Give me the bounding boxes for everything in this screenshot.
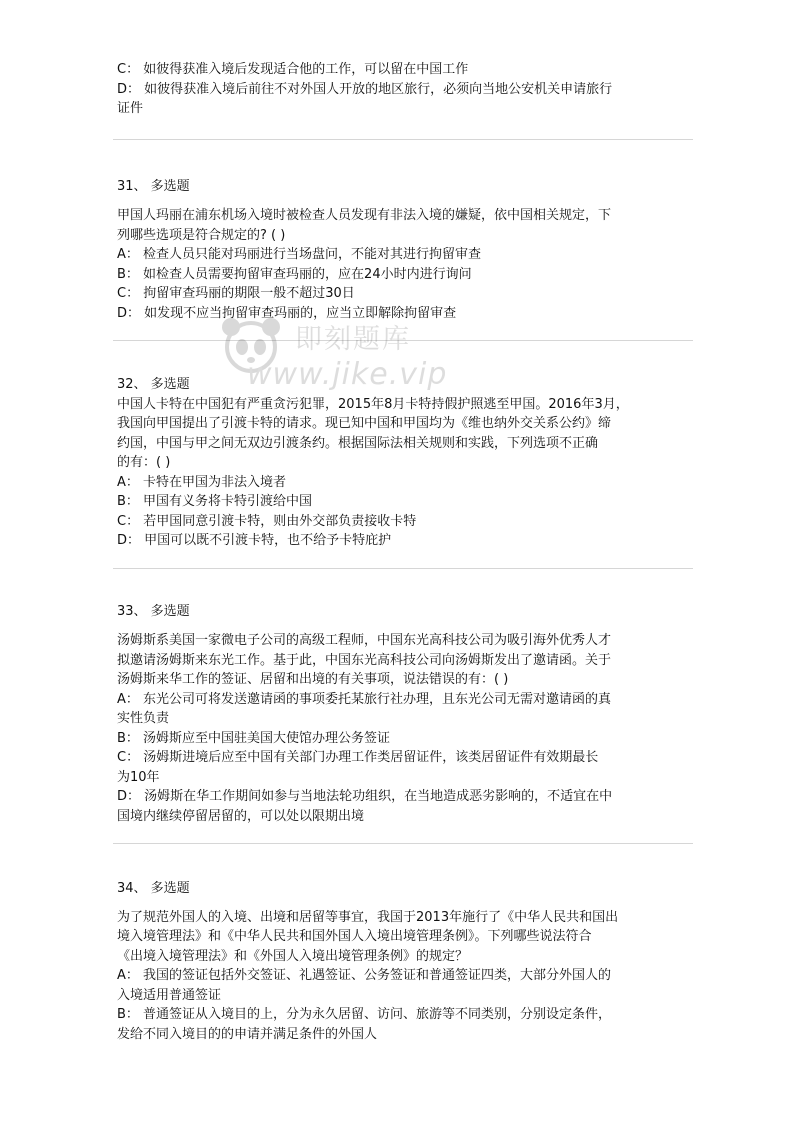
watermark-brand: 即刻题库 <box>295 324 411 355</box>
option-a: A： 我国的签证包括外交签证、礼遇签证、公务签证和普通签证四类，大部分外国人的 <box>117 968 612 983</box>
document-page <box>117 60 685 1044</box>
option-b-cont: 发给不同入境目的的申请并满足条件的外国人 <box>117 1026 378 1042</box>
option-d: D： 甲国可以既不引渡卡特，也不给予卡特庇护 <box>117 533 392 548</box>
question-header: 31、 多选题 <box>117 178 190 194</box>
question-header: 34、 多选题 <box>117 881 190 896</box>
question-stem-cont: 《出境入境管理法》和《外国人入境出境管理条例》的规定？ <box>117 948 469 964</box>
option-d: D： 如发现不应当拘留审查玛丽的，应当立即解除拘留审查 <box>117 305 457 321</box>
question-stem: 为了规范外国人的入境、出境和居留等事宜，我国于2013年施行了《中华人民共和国出 <box>117 909 619 925</box>
watermark-url: www.jike.vip <box>247 357 448 392</box>
option-d-cont: 证件 <box>117 101 144 116</box>
option-b: B： 如检查人员需要拘留审查玛丽的，应在24小时内进行询问 <box>117 266 472 282</box>
question-33 <box>117 602 685 827</box>
option-a-cont: 实性负责 <box>117 711 170 726</box>
question-stem-cont: 境入境管理法》和《中华人民共和国外国人入境出境管理条例》。下列哪些说法符合 <box>117 929 592 944</box>
option-d: D： 如彼得获准入境后前往不对外国人开放的地区旅行，必须向当地公安机关申请旅行 <box>117 81 613 97</box>
question-stem: 汤姆斯系美国一家微电子公司的高级工程师，中国东光高科技公司为吸引海外优秀人才 <box>117 633 612 648</box>
option-a: A： 东光公司可将发送邀请函的事项委托某旅行社办理，且东光公司无需对邀请函的真 <box>117 691 612 707</box>
option-b: B： 普通签证从入境目的上，分为永久居留、访问、旅游等不同类别，分别设定条件， <box>117 1007 612 1022</box>
option-d: D： 汤姆斯在华工作期间如参与当地法轮功组织，在当地造成恶劣影响的，不适宜在中 <box>117 789 613 804</box>
question-stem-cont: 拟邀请汤姆斯来东光工作。基于此，中国东光高科技公司向汤姆斯发出了邀请函。关于 <box>117 652 612 668</box>
question-31 <box>117 177 685 324</box>
option-d-cont: 国境内继续停留居留的，可以处以限期出境 <box>117 808 365 824</box>
question-stem-cont: 列哪些选项是符合规定的? ( ) <box>117 227 286 243</box>
question-34 <box>117 879 685 1044</box>
option-b: B： 汤姆斯应至中国驻美国大使馆办理公务签证 <box>117 730 391 746</box>
option-b: B： 甲国有义务将卡特引渡给中国 <box>117 494 313 509</box>
question-stem: 中国人卡特在中国犯有严重贪污犯罪，2015年8月卡特持假护照逃至甲国。2016年3月， <box>117 396 629 412</box>
question-header: 33、 多选题 <box>117 603 190 619</box>
question-stem-cont: 约国，中国与甲之间无双边引渡条约。根据国际法相关规则和实践，下列选项不正确 <box>117 435 599 451</box>
question-stem: 甲国人玛丽在浦东机场入境时被检查人员发现有非法入境的嫌疑，依中国相关规定，下 <box>117 208 612 223</box>
option-a: A： 检查人员只能对玛丽进行当场盘问，不能对其进行拘留审查 <box>117 247 482 262</box>
option-c: C： 如彼得获准入境后发现适合他的工作，可以留在中国工作 <box>117 62 469 77</box>
option-c: C： 汤姆斯进境后应至中国有关部门办理工作类居留证件，该类居留证件有效期最长 <box>117 750 599 765</box>
option-a: A： 卡特在甲国为非法入境者 <box>117 474 287 490</box>
option-c: C： 拘留审查玛丽的期限一般不超过30日 <box>117 286 355 301</box>
option-a-cont: 入境适用普通签证 <box>117 987 222 1003</box>
prev-question-fragment <box>117 60 685 119</box>
question-header: 32、 多选题 <box>117 377 190 392</box>
question-stem-cont: 汤姆斯来华工作的签证、居留和出境的有关事项，说法错误的有：( ) <box>117 672 509 687</box>
option-c-cont: 为10年 <box>117 769 160 785</box>
question-stem-cont: 的有：( ) <box>117 455 171 470</box>
option-c: C： 若甲国同意引渡卡特，则由外交部负责接收卡特 <box>117 513 417 529</box>
question-32 <box>117 375 685 551</box>
question-stem-cont: 我国向甲国提出了引渡卡特的请求。现已知中国和甲国均为《维也纳外交关系公约》缔 <box>117 416 612 431</box>
